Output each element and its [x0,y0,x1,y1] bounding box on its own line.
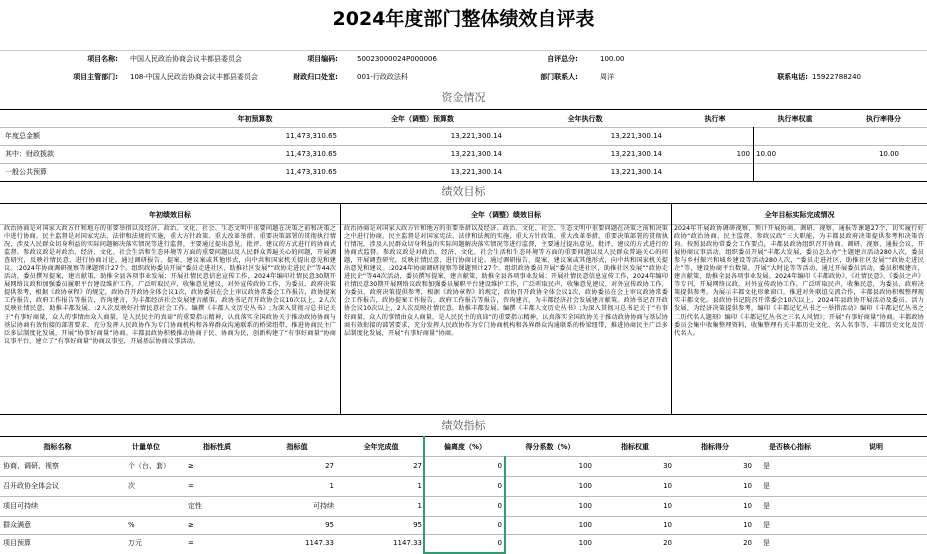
ind-weight: 10 [663,502,672,510]
funds-row-label: 一般公共预算 [5,168,47,176]
ind-value: 1147.33 [305,539,334,547]
ind-score: 10 [743,482,752,490]
finance-value: 001-行政政法科 [357,73,408,81]
ind-nature: ≥ [188,521,194,529]
funds-cell: 11,473,310.65 [285,168,337,176]
contact-value: 周洋 [600,73,614,81]
ind-header-nature: 指标性质 [203,443,231,451]
info-divider [0,50,927,51]
funds-cell: 11,473,310.65 [285,132,337,140]
ind-header-unit: 计量单位 [132,443,160,451]
goals-section-title: 绩效目标 [441,185,486,198]
ind-value: 95 [325,521,334,529]
goal-actual-text: 2024年开展政协调研视察，预计开展协商、调研、视察、通报等课题27个，切实履行好政协“政治协商、民主监督、参政议政”三大职能，为丰都县政府决策提供参考和决策咨询。按照县政协常委会工作要点，丰都县政协组织召开协商、调研、视察、通报会议，开展协商议事活动，组织委员开展“丰都大发展，委员怎么办”主题建言活动280人次，委员参与乡村振兴和城乡建设等活动280人次，“委员走进社区，助推社区发展”“政协走进民企”等，建设协商平台数量，开展“大时论等等活动，通过开展委员活动，委员积极建言，建言献策，助推全县各项事业发展。2024年编印《丰都政协》、《社情民意》、《委员之声》等专刊，开展网络议政，对外宣传政协工作，广泛听取民声，收集民意，为委员、政府决策提供参考。为展示丰都文化形象窗口，推进对外联谊交流合作，丰都县政协积极整理现实丰都文化。县政协书记院召开常委会10次以上，2024年县政协开展活动及委员、活力发展，为经济决策提供参考，编印《丰都记忆丛书之一举措活动》编印《丰都记忆丛书之二历代名人题刻》编印《丰都记忆丛书之三名人风情》；开展“有事好商量”协商。丰都政协委员会集中收集整理资料，收集整理有关丰都历史文化、名人名事等，丰都历史文化及历代名人。 [674,225,924,337]
phone-label: 联系电话: [777,73,808,81]
ind-nature: = [188,539,194,547]
ind-nature: = [188,482,194,490]
self-score-value: 100.00 [600,55,625,63]
dept-value: 108-中国人民政治协商会议丰都县委员会 [130,73,258,81]
finance-label: 财政归口处室: [293,73,338,81]
ind-coefficient: 100 [578,482,592,490]
ind-score: 10 [743,502,752,510]
funds-score: 10.00 [878,150,899,158]
funds-header-executed: 全年执行数 [567,115,603,123]
ind-weight: 10 [663,521,672,529]
ind-core: 是 [763,462,770,470]
funds-rate: 100 [736,150,750,158]
indicators-section-title: 绩效指标 [441,419,486,432]
ind-value: 可持续 [313,502,334,510]
ind-core: 是 [763,539,770,547]
goals-header-actual: 全年目标实际完成情况 [764,211,835,219]
page-title: 2024年度部门整体绩效自评表 [332,8,595,30]
ind-name: 项目预算 [3,539,31,547]
self-score-label: 自评总分: [547,55,578,63]
ind-unit: 万元 [128,539,142,547]
ind-name: 群众满意 [3,521,31,529]
ind-actual: 95 [413,521,422,529]
ind-header-core: 是否核心指标 [769,443,811,451]
ind-weight: 20 [663,539,672,547]
project-name-label: 项目名称: [87,55,118,63]
ind-nature: ≥ [188,462,194,470]
funds-cell: 13,221,300.14 [610,132,662,140]
ind-weight: 10 [663,482,672,490]
ind-deviation: 0 [497,539,502,547]
contact-label: 部门联系人: [540,73,578,81]
funds-cell: 13,221,300.14 [610,150,662,158]
ind-header-name: 指标名称 [43,443,72,451]
ind-name: 项目可持续 [3,502,38,510]
ind-deviation: 0 [497,502,502,510]
funds-row-label: 年度总金额 [5,132,40,140]
funds-header-adjusted: 全年（调整）预算数 [391,115,454,123]
funds-header-weight: 执行率权重 [777,115,813,123]
ind-score: 30 [743,462,752,470]
ind-actual: 1 [417,502,422,510]
ind-nature: 定性 [188,502,202,510]
ind-deviation: 0 [497,462,502,470]
ind-coefficient: 100 [578,521,592,529]
ind-coefficient: 100 [578,502,592,510]
ind-score: 20 [743,539,752,547]
phone-value: 15922788240 [812,73,861,81]
funds-cell: 11,473,310.65 [285,150,337,158]
ind-header-actual: 全年完成值 [363,443,399,451]
ind-unit: 个（台、套） [128,462,170,470]
funds-header-rate: 执行率 [704,115,726,123]
ind-header-note: 说明 [869,443,883,451]
ind-deviation: 0 [497,482,502,490]
ind-core: 是 [763,482,770,490]
ind-value: 27 [325,462,334,470]
funds-cell: 13,221,300.14 [450,150,502,158]
ind-actual: 27 [413,462,422,470]
ind-coefficient: 100 [578,539,592,547]
project-code-value: 50023000024P000006 [357,55,437,63]
ind-coefficient: 100 [578,462,592,470]
funds-row-label: 其中：财政拨款 [5,150,54,158]
ind-header-value: 指标值 [286,443,308,451]
project-code-label: 项目编码: [307,55,338,63]
funds-cell: 13,221,300.14 [610,168,662,176]
ind-actual: 1 [417,482,422,490]
project-name-value: 中国人民政治协商会议丰都县委员会 [130,55,242,63]
ind-actual: 1147.33 [393,539,422,547]
ind-core: 是 [763,521,770,529]
goal-initial-text: 政治协商是对国家大政方针和地方的重要举措以及经济、政治、文化、社会、生态文明中重要问题在决策之前和决策之中进行协商。民主监督是对国家宪法、法律和法规的实施，重大方针政策、重大改革举措、重要决策部署的贯彻执行情况，涉及人民群众切身利益的实际问题解决落实情况等进行监督，主要通过提出意见、批评、建议的方式进行的协商式监督。参政议政是对政治、经济、文化、社会生活和生态环境等方面的重要问题以及人民群众普遍关心的问题，开展调查研究，反映社情民意，进行协商讨论。通过调研报告、提案、建议案或其他形式，向中共和国家机关提出意见和建议。:2024年协商调研视察等课题预计27个。组织政协委员开展“委员走进社区，助推社区发展”“政协走进民企”等44次活动，委员撰写提案，建言献策，助推全县各项事业发展；开展社情民意信息宣传工作，2024年编印社情民意30期开展网络议政和加强委员履职平台建设维护工作，广泛听取民声，收集意见建议，对外宣传政协工作，为委员、政府决策提供参考，根据《政协章程》的规定，政协召开政协全体会议1次，政协委员在会上审议政协常委会工作报告，政协提案工作报告，政府工作报告等报告，咨询建言，为丰都经济社会发展建言献策。政协书记召开政协会议10次以上，2人次反映社情民意，助推丰都发展。:2人次反映好社情民意社会工作。编撰《丰都人文历史丛书》;为深入贯彻习总书记关于“有事好商量，众人的事情由众人商量，是人民民主的真谛”的重要指示精神，认真落实全国政协关于推动政协协商与基层协商有效衔接的部署要求，充分发挥人民政协作为专门协商机构和各界群众沟通联系的桥梁纽带，推进协商民主广泛多层制度化发展，开展“协事好商量”协商。丰都县政协积极推动协商于民、协商为民，创新构建了“有事好商量”协商议事平台，建立了“有事好商量”协商议事室，开展基层协商议事活动。 [4,225,336,345]
funds-header-initial: 年初预算数 [237,115,273,123]
ind-header-deviation: 偏离度（%） [443,443,486,451]
goals-header-adjusted: 全年（调整）绩效目标 [471,211,541,219]
ind-unit: 次 [128,482,135,490]
goals-header-initial: 年初绩效目标 [149,211,191,219]
dept-label: 项目主管部门: [73,73,118,81]
ind-name: 召开政协全体会议 [3,482,59,490]
ind-name: 协商、调研、视察 [3,462,59,470]
ind-value: 1 [329,482,334,490]
funds-header-score: 执行率得分 [866,115,901,123]
ind-score: 10 [743,521,752,529]
funds-weight: 10.00 [756,150,777,158]
funds-cell: 13,221,300.14 [450,132,502,140]
ind-header-weight: 指标权重 [621,443,649,451]
funds-section-title: 资金情况 [441,91,486,104]
ind-unit: % [128,521,135,529]
ind-header-coefficient: 得分系数（%） [525,443,575,451]
ind-core: 是 [763,502,770,510]
goal-adjusted-text: 政治协商是对国家大政方针和地方的重要举措以及经济、政治、文化、社会、生态文明中重要问题在决策之前和决策之中进行协商。民主监督是对国家宪法、法律和法规的实施，重大方针政策、重大改革举措、重要决策部署的贯彻执行情况，涉及人民群众切身利益的实际问题解决落实情况等进行监督，主要通过提出意见、批评、建议的方式进行的协商式监督。参政议政是对政治、经济、文化、社会生活和生态环境等方面的重要问题以及人民群众普遍关心的问题，开展调查研究，反映社情民意，进行协商讨论。通过调研报告、提案、建议案或其他形式，向中共和国家机关提出意见和建议。:2024年协商调研视察等课题预计27个。组织政协委员开展“委员走进社区，助推社区发展”“政协走进民企”等44次活动，委员撰写提案，建言献策，助推全县各项事业发展；开展社情民意信息宣传工作，2024年编印社情民意30期开展网络议政和加强委员履职平台建设维护工作，广泛听取民声，收集意见建议，对外宣传政协工作，为委员、政府决策提供参考，根据《政协章程》的规定，政协召开政协全体会议1次，政协委员在会上审议政协常委会工作报告，政协提案工作报告，政府工作报告等报告，咨询建言，为丰都经济社会发展建言献策。政协书记召开政协会议10次以上，2人次反映社情民意，助推丰都发展。编撰《丰都人文历史丛书》;为深入贯彻习总书记关于“有事好商量，众人的事情由众人商量，是人民民主的真谛”的重要指示精神，认真落实全国政协关于推动政协协商与基层协商有效衔接的部署要求，充分发挥人民政协作为专门协商机构和各界群众沟通联系的桥梁纽带，推进协商民主广泛多层制度化发展，开展“有事好商量”协商。 [344,225,668,337]
ind-header-score: 指标得分 [701,443,729,451]
ind-deviation: 0 [497,521,502,529]
ind-weight: 30 [663,462,672,470]
funds-cell: 13,221,300.14 [450,168,502,176]
